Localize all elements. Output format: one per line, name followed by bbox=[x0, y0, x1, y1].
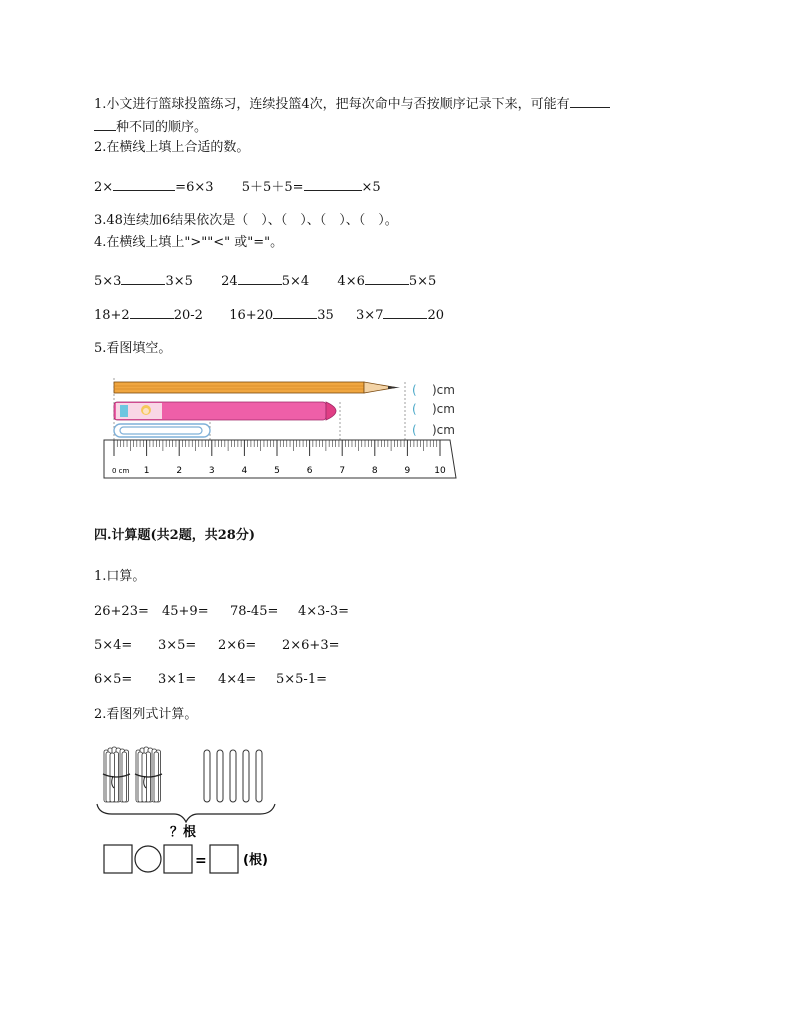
calc-2-title: 2.看图列式计算。 bbox=[94, 707, 198, 722]
ruler-number: 5 bbox=[274, 466, 280, 476]
question-3-text: 3.48连续加6结果依次是（ ）、（ ）、（ ）、（ ）。 bbox=[94, 213, 398, 228]
answer-blank[interactable] bbox=[570, 94, 610, 108]
mental-math-item: 78-45= bbox=[230, 604, 279, 619]
answer-blank[interactable] bbox=[238, 271, 282, 285]
compare-right: 3×5 bbox=[165, 274, 193, 289]
ruler-number: 7 bbox=[339, 466, 346, 476]
mental-math-row bbox=[94, 603, 349, 621]
answer-blank[interactable] bbox=[121, 271, 165, 285]
stick-icon bbox=[204, 750, 210, 802]
unit-label: (根) bbox=[243, 853, 268, 868]
mental-math-item: 6×5= bbox=[94, 672, 133, 687]
compare-left: 18+2 bbox=[94, 308, 130, 323]
ruler-number: 1 bbox=[143, 466, 150, 476]
ruler-zero-label: 0 cm bbox=[112, 467, 130, 475]
ruler-number: 4 bbox=[241, 466, 248, 476]
ruler-number: 8 bbox=[371, 466, 378, 476]
mental-math-item: 45+9= bbox=[162, 604, 209, 619]
equals-sign: = bbox=[195, 853, 207, 869]
paren-close-unit: )cm bbox=[432, 423, 455, 437]
question-5-title: 5.看图填空。 bbox=[94, 341, 172, 356]
ruler-number: 3 bbox=[208, 466, 215, 476]
answer-blank[interactable] bbox=[365, 271, 409, 285]
compare-left: 5×3 bbox=[94, 274, 122, 289]
paren-open: ( bbox=[412, 402, 417, 416]
question-1-line-2 bbox=[94, 117, 207, 137]
compare-right: 5×4 bbox=[281, 274, 310, 289]
mental-math-item: 4×3-3= bbox=[298, 604, 349, 619]
mental-math-item: 3×5= bbox=[158, 638, 197, 653]
ruler-number: 2 bbox=[176, 466, 183, 476]
paperclip-icon bbox=[114, 424, 210, 437]
brace-icon bbox=[97, 804, 275, 822]
question-2-equations bbox=[94, 177, 381, 197]
mental-math-item: 5×4= bbox=[94, 638, 133, 653]
answer-box[interactable] bbox=[164, 845, 192, 873]
question-4-row-1 bbox=[94, 271, 436, 291]
mental-math-item: 4×4= bbox=[218, 672, 257, 687]
question-4-title: 4.在横线上填上">""<" 或"="。 bbox=[94, 235, 284, 250]
equation-text: 5＋5＋5= bbox=[241, 180, 304, 195]
compare-right: 35 bbox=[317, 308, 334, 323]
answer-blank[interactable] bbox=[273, 305, 317, 319]
compare-left: 3×7 bbox=[356, 308, 384, 323]
section-4-title: 四.计算题(共2题，共28分) bbox=[94, 528, 255, 543]
paren-open: ( bbox=[412, 383, 417, 397]
mental-math-row bbox=[94, 671, 327, 689]
answer-blank[interactable] bbox=[383, 305, 427, 319]
ruler-number: 6 bbox=[306, 466, 313, 476]
mental-math-row bbox=[94, 637, 340, 655]
equation-text: ×5 bbox=[361, 180, 381, 195]
stick-bundle-icon bbox=[135, 747, 162, 802]
stick-icon bbox=[230, 750, 236, 802]
compare-left: 16+20 bbox=[229, 308, 274, 323]
answer-parens bbox=[412, 383, 455, 437]
answer-blank[interactable] bbox=[94, 117, 116, 131]
mental-math-item: 3×1= bbox=[158, 672, 197, 687]
answer-blank[interactable] bbox=[304, 177, 362, 191]
stick-icon bbox=[256, 750, 262, 802]
answer-blank[interactable] bbox=[130, 305, 174, 319]
mental-math-item: 5×5-1= bbox=[276, 672, 327, 687]
answer-blank[interactable] bbox=[113, 177, 175, 191]
stick-bundle-icon bbox=[103, 747, 130, 802]
stick-icon bbox=[243, 750, 249, 802]
mental-math-item: 26+23= bbox=[94, 604, 149, 619]
question-4-row-2 bbox=[94, 305, 444, 325]
ruler-number: 10 bbox=[434, 466, 446, 476]
calc-1-title: 1.口算。 bbox=[94, 569, 146, 584]
answer-box[interactable] bbox=[210, 845, 238, 873]
compare-right: 20 bbox=[427, 308, 445, 323]
compare-right: 5×5 bbox=[408, 274, 437, 289]
paren-open: ( bbox=[412, 423, 417, 437]
ruler bbox=[104, 440, 456, 478]
mental-math-item: 2×6+3= bbox=[282, 638, 340, 653]
mental-math-item: 2×6= bbox=[218, 638, 257, 653]
equation-text: 2× bbox=[94, 180, 114, 195]
equation-text: =6×3 bbox=[175, 180, 214, 195]
compare-left: 24 bbox=[221, 274, 238, 289]
compare-left: 4×6 bbox=[337, 274, 365, 289]
ruler-figure bbox=[100, 372, 480, 484]
eraser-icon bbox=[114, 402, 336, 420]
answer-box[interactable] bbox=[104, 845, 132, 873]
stick-icon bbox=[217, 750, 223, 802]
sticks-figure bbox=[94, 744, 294, 880]
paren-close-unit: )cm bbox=[432, 402, 455, 416]
ruler-number: 9 bbox=[404, 466, 411, 476]
pencil-icon bbox=[114, 382, 400, 393]
operator-circle[interactable] bbox=[135, 846, 161, 872]
total-question-label: ？根 bbox=[170, 825, 197, 840]
question-1-text-end: 种不同的顺序。 bbox=[116, 120, 208, 135]
question-1-text: 1.小文进行篮球投篮练习，连续投篮4次，把每次命中与否按顺序记录下来，可能有 bbox=[94, 97, 570, 112]
question-1-line-1 bbox=[94, 94, 610, 114]
question-2-title: 2.在横线上填上合适的数。 bbox=[94, 140, 250, 155]
paren-close-unit: )cm bbox=[432, 383, 455, 397]
compare-right: 20-2 bbox=[173, 308, 203, 323]
